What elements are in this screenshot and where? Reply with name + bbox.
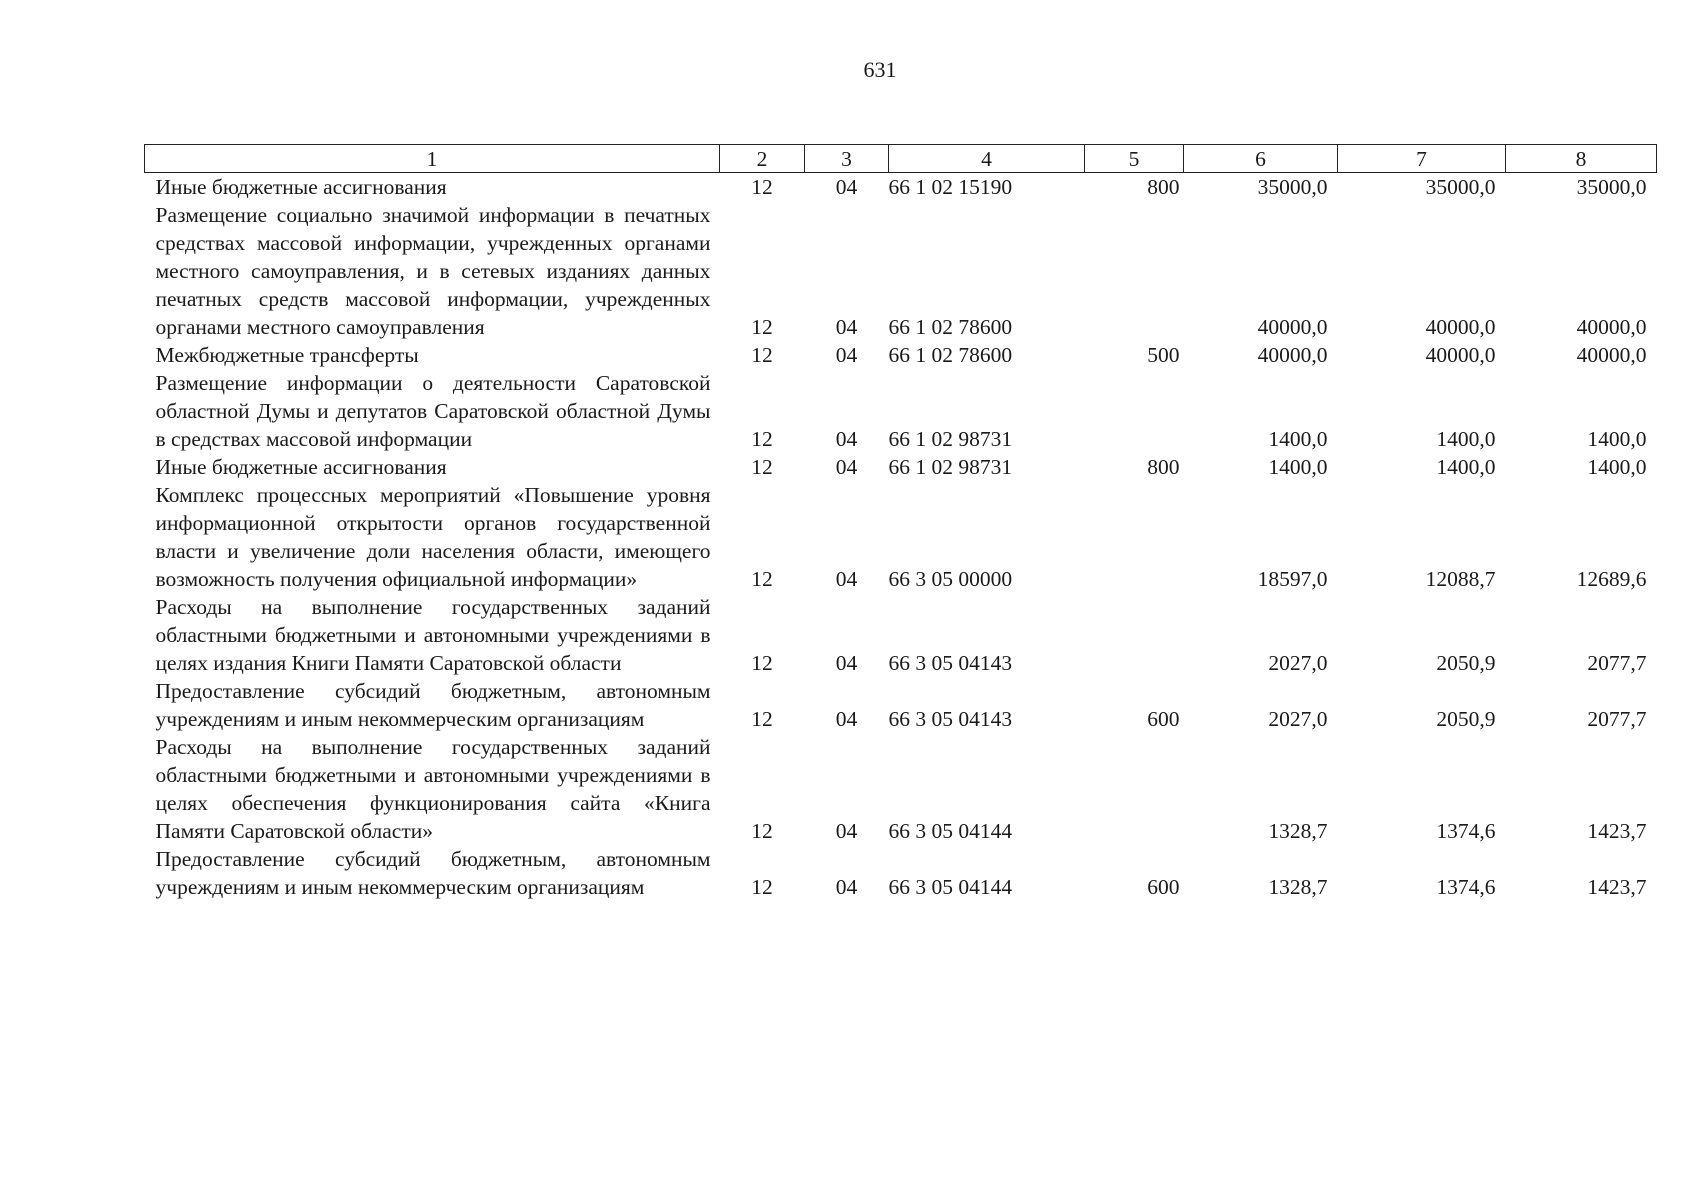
row-section: 12	[751, 567, 773, 591]
row-amount-7: 40000,0	[1425, 343, 1496, 367]
row-amount-6: 40000,0	[1257, 315, 1328, 339]
row-amount-6: 1328,7	[1268, 819, 1328, 843]
row-amount-8: 1400,0	[1587, 455, 1647, 479]
row-subsection: 04	[835, 819, 858, 843]
row-target-code: 66 3 05 00000	[888, 567, 1013, 591]
row-target-code: 66 3 05 04144	[888, 819, 1013, 843]
row-target-code: 66 3 05 04143	[888, 707, 1013, 731]
row-expense-type	[1085, 481, 1184, 593]
row-name: Расходы на выполнение государственных заданий областными бюджетными и автономными учреждениями в целях обеспечения функционирования сайта «Книга Памяти Саратовской области»	[155, 735, 711, 843]
row-amount-7: 35000,0	[1425, 175, 1496, 199]
row-amount-7: 1400,0	[1436, 427, 1496, 451]
row-target-code: 66 3 05 04144	[888, 875, 1013, 899]
row-amount-8: 2077,7	[1587, 707, 1647, 731]
column-header: 1	[145, 145, 720, 173]
row-amount-6: 1400,0	[1268, 455, 1328, 479]
row-expense-type: 600	[1147, 707, 1180, 731]
row-section: 12	[751, 651, 773, 675]
row-subsection: 04	[835, 651, 858, 675]
table-row	[145, 733, 1657, 845]
row-amount-8: 40000,0	[1576, 343, 1647, 367]
column-header: 3	[805, 145, 889, 173]
row-target-code: 66 1 02 78600	[888, 315, 1013, 339]
row-section: 12	[751, 315, 773, 339]
budget-table	[144, 144, 1657, 901]
row-amount-8: 1423,7	[1587, 819, 1647, 843]
row-amount-8: 1423,7	[1587, 875, 1647, 899]
row-amount-7: 1374,6	[1436, 875, 1496, 899]
row-name: Размещение социально значимой информации в печатных средствах массовой информации, учрежденных органами местного самоуправления, и в сетевых изданиях данных печатных средств массовой информации, учрежденных органами местного самоуправления	[155, 203, 711, 339]
row-name: Предоставление субсидий бюджетным, автономным учреждениям и иным некоммерческим организациям	[155, 679, 711, 731]
row-subsection: 04	[835, 455, 858, 479]
row-target-code: 66 1 02 15190	[888, 175, 1013, 199]
row-amount-7: 1400,0	[1436, 455, 1496, 479]
row-section: 12	[751, 455, 773, 479]
row-target-code: 66 1 02 78600	[888, 343, 1013, 367]
row-expense-type	[1085, 369, 1184, 453]
column-header: 4	[889, 145, 1085, 173]
row-amount-6: 40000,0	[1257, 343, 1328, 367]
row-expense-type: 500	[1147, 343, 1180, 367]
row-amount-8: 12689,6	[1576, 567, 1647, 591]
row-expense-type	[1085, 201, 1184, 341]
row-amount-7: 40000,0	[1425, 315, 1496, 339]
row-target-code: 66 3 05 04143	[888, 651, 1013, 675]
row-target-code: 66 1 02 98731	[888, 427, 1013, 451]
row-section: 12	[751, 819, 773, 843]
row-subsection: 04	[835, 175, 858, 199]
row-amount-6: 35000,0	[1257, 175, 1328, 199]
row-subsection: 04	[835, 567, 858, 591]
row-subsection: 04	[835, 707, 858, 731]
table-row	[145, 845, 1657, 901]
table-row	[145, 369, 1657, 453]
row-target-code: 66 1 02 98731	[888, 455, 1013, 479]
row-amount-8: 35000,0	[1576, 175, 1647, 199]
row-section: 12	[751, 175, 773, 199]
table-row	[145, 453, 1657, 481]
row-expense-type	[1085, 733, 1184, 845]
row-name: Расходы на выполнение государственных заданий областными бюджетными и автономными учреждениями в целях издания Книги Памяти Саратовской области	[155, 595, 711, 675]
row-name: Размещение информации о деятельности Саратовской областной Думы и депутатов Саратовской областной Думы в средствах массовой информации	[155, 371, 711, 451]
row-amount-8: 40000,0	[1576, 315, 1647, 339]
header-row	[145, 145, 1657, 173]
row-subsection: 04	[835, 315, 858, 339]
row-amount-8: 1400,0	[1587, 427, 1647, 451]
row-name: Комплекс процессных мероприятий «Повышение уровня информационной открытости органов государственной власти и увеличение доли населения области, имеющего возможность получения официальной информации»	[155, 483, 711, 591]
row-amount-6: 1400,0	[1268, 427, 1328, 451]
row-expense-type: 600	[1147, 875, 1180, 899]
table-row	[145, 201, 1657, 341]
column-header: 7	[1338, 145, 1506, 173]
row-amount-6: 1328,7	[1268, 875, 1328, 899]
row-name: Иные бюджетные ассигнования	[155, 455, 447, 479]
row-section: 12	[751, 343, 773, 367]
row-amount-8: 2077,7	[1587, 651, 1647, 675]
row-amount-7: 2050,9	[1436, 651, 1496, 675]
table-row	[145, 341, 1657, 369]
row-subsection: 04	[835, 427, 858, 451]
row-amount-7: 2050,9	[1436, 707, 1496, 731]
row-section: 12	[751, 875, 773, 899]
row-name: Межбюджетные трансферты	[155, 343, 419, 367]
table-row	[145, 481, 1657, 593]
column-header: 5	[1085, 145, 1184, 173]
column-header: 2	[720, 145, 805, 173]
row-expense-type: 800	[1147, 455, 1180, 479]
row-expense-type	[1085, 593, 1184, 677]
column-header: 8	[1506, 145, 1657, 173]
column-header: 6	[1184, 145, 1338, 173]
row-expense-type: 800	[1147, 175, 1180, 199]
row-name: Иные бюджетные ассигнования	[155, 175, 447, 199]
row-amount-6: 18597,0	[1257, 567, 1328, 591]
row-name: Предоставление субсидий бюджетным, автономным учреждениям и иным некоммерческим организациям	[155, 847, 711, 899]
table-row	[145, 173, 1657, 202]
table-row	[145, 677, 1657, 733]
row-amount-6: 2027,0	[1268, 651, 1328, 675]
table-row	[145, 593, 1657, 677]
row-subsection: 04	[835, 343, 858, 367]
page-number: 631	[863, 57, 897, 82]
row-section: 12	[751, 427, 773, 451]
row-amount-6: 2027,0	[1268, 707, 1328, 731]
row-amount-7: 1374,6	[1436, 819, 1496, 843]
row-amount-7: 12088,7	[1425, 567, 1496, 591]
row-section: 12	[751, 707, 773, 731]
row-subsection: 04	[835, 875, 858, 899]
